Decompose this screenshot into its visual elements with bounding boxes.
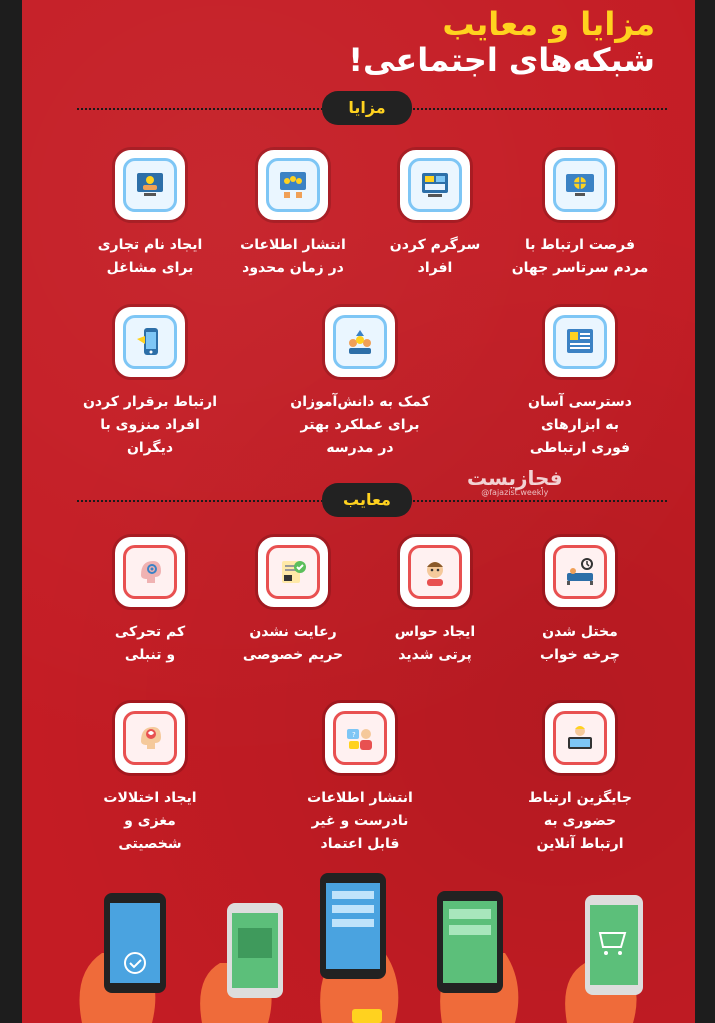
con-label-7: ایجاد اختلالات مغزی و شخصیتی [103, 790, 197, 852]
pro-label-3: انتشار اطلاعات در زمان محدود [240, 237, 346, 276]
pro-icon-7 [115, 307, 185, 377]
infographic-poster [22, 0, 695, 1023]
pro-item-7 [75, 307, 225, 460]
watermark-logo: فجازیست [467, 466, 563, 490]
business-profile-icon [133, 168, 167, 202]
phone-4-icon [437, 891, 518, 1023]
con-icon-3 [258, 537, 328, 607]
group-broadcast-icon [276, 168, 310, 202]
pro-item-5 [505, 307, 655, 460]
pro-icon-5 [545, 307, 615, 377]
watermark-handle: @fajazist.weekly [481, 488, 549, 497]
watermark [467, 466, 563, 497]
student-help-icon [343, 325, 377, 359]
distracted-person-icon [418, 555, 452, 589]
phone-message-icon [133, 325, 167, 359]
pro-item-1 [505, 150, 655, 280]
pro-label-4: ایجاد نام تجاری برای مشاغل [97, 237, 203, 276]
mental-disorder-icon [133, 721, 167, 755]
hands-phones-illustration [22, 873, 695, 1023]
phone-3-icon [320, 873, 398, 1023]
pro-item-6 [285, 307, 435, 460]
sleep-disorder-icon [563, 555, 597, 589]
pro-icon-3 [258, 150, 328, 220]
lazy-brain-icon [133, 555, 167, 589]
con-label-3: رعایت نشدن حریم خصوصی [242, 624, 344, 663]
con-label-5: جایگزین ارتباط حضوری به ارتباط آنلاین [528, 790, 632, 852]
con-item-4 [75, 537, 225, 667]
pro-item-4 [75, 150, 225, 280]
pro-label-1: فرصت ارتباط با مردم سرتاسر جهان [511, 237, 649, 276]
svg-text:?: ? [352, 731, 356, 739]
con-item-3 [218, 537, 368, 667]
title-part1: مزایا و معایب [442, 5, 655, 43]
con-label-6: انتشار اطلاعات نادرست و غیر قابل اعتماد [307, 790, 413, 852]
pro-item-3 [218, 150, 368, 280]
con-item-2 [360, 537, 510, 667]
pro-icon-4 [115, 150, 185, 220]
phone-5-icon [565, 895, 643, 1023]
con-icon-4 [115, 537, 185, 607]
cons-pill: معایب [322, 483, 412, 517]
con-item-5 [505, 703, 655, 856]
bottom-tag-icon [352, 1009, 382, 1023]
communication-tools-icon [563, 325, 597, 359]
pros-pill: مزایا [322, 91, 412, 125]
pro-label-7: ارتباط برقرار کردن افراد منزوی با دیگران [82, 394, 218, 456]
right-margin [695, 0, 715, 1023]
con-icon-1 [545, 537, 615, 607]
pro-label-5: دسترسی آسان به ابزارهای فوری ارتباطی [528, 394, 632, 456]
privacy-breach-icon [276, 555, 310, 589]
pro-label-2: سرگرم کردن افراد [389, 237, 481, 276]
title-part2: شبکه‌های اجتماعی! [348, 41, 655, 79]
con-icon-7 [115, 703, 185, 773]
fake-news-icon [343, 721, 377, 755]
con-item-6 [285, 703, 435, 856]
pro-icon-1 [545, 150, 615, 220]
con-label-2: ایجاد حواس پرتی شدید [394, 624, 476, 663]
online-replacement-icon [563, 721, 597, 755]
con-label-4: کم تحرکی و تنبلی [114, 624, 186, 663]
left-margin [0, 0, 22, 1023]
con-item-1 [505, 537, 655, 667]
globe-monitor-icon [563, 168, 597, 202]
entertainment-screen-icon [418, 168, 452, 202]
phone-2-icon [200, 903, 283, 1023]
con-icon-6 [325, 703, 395, 773]
con-icon-5 [545, 703, 615, 773]
pro-icon-6 [325, 307, 395, 377]
pro-label-6: کمک به دانش‌آموزان برای عملکرد بهتر در مدرسه [290, 394, 430, 456]
con-item-7 [75, 703, 225, 856]
pro-icon-2 [400, 150, 470, 220]
phone-1-icon [80, 893, 167, 1023]
pro-item-2 [360, 150, 510, 280]
poster-title [55, 6, 655, 78]
con-icon-2 [400, 537, 470, 607]
con-label-1: مختل شدن چرخه خواب [540, 624, 620, 663]
